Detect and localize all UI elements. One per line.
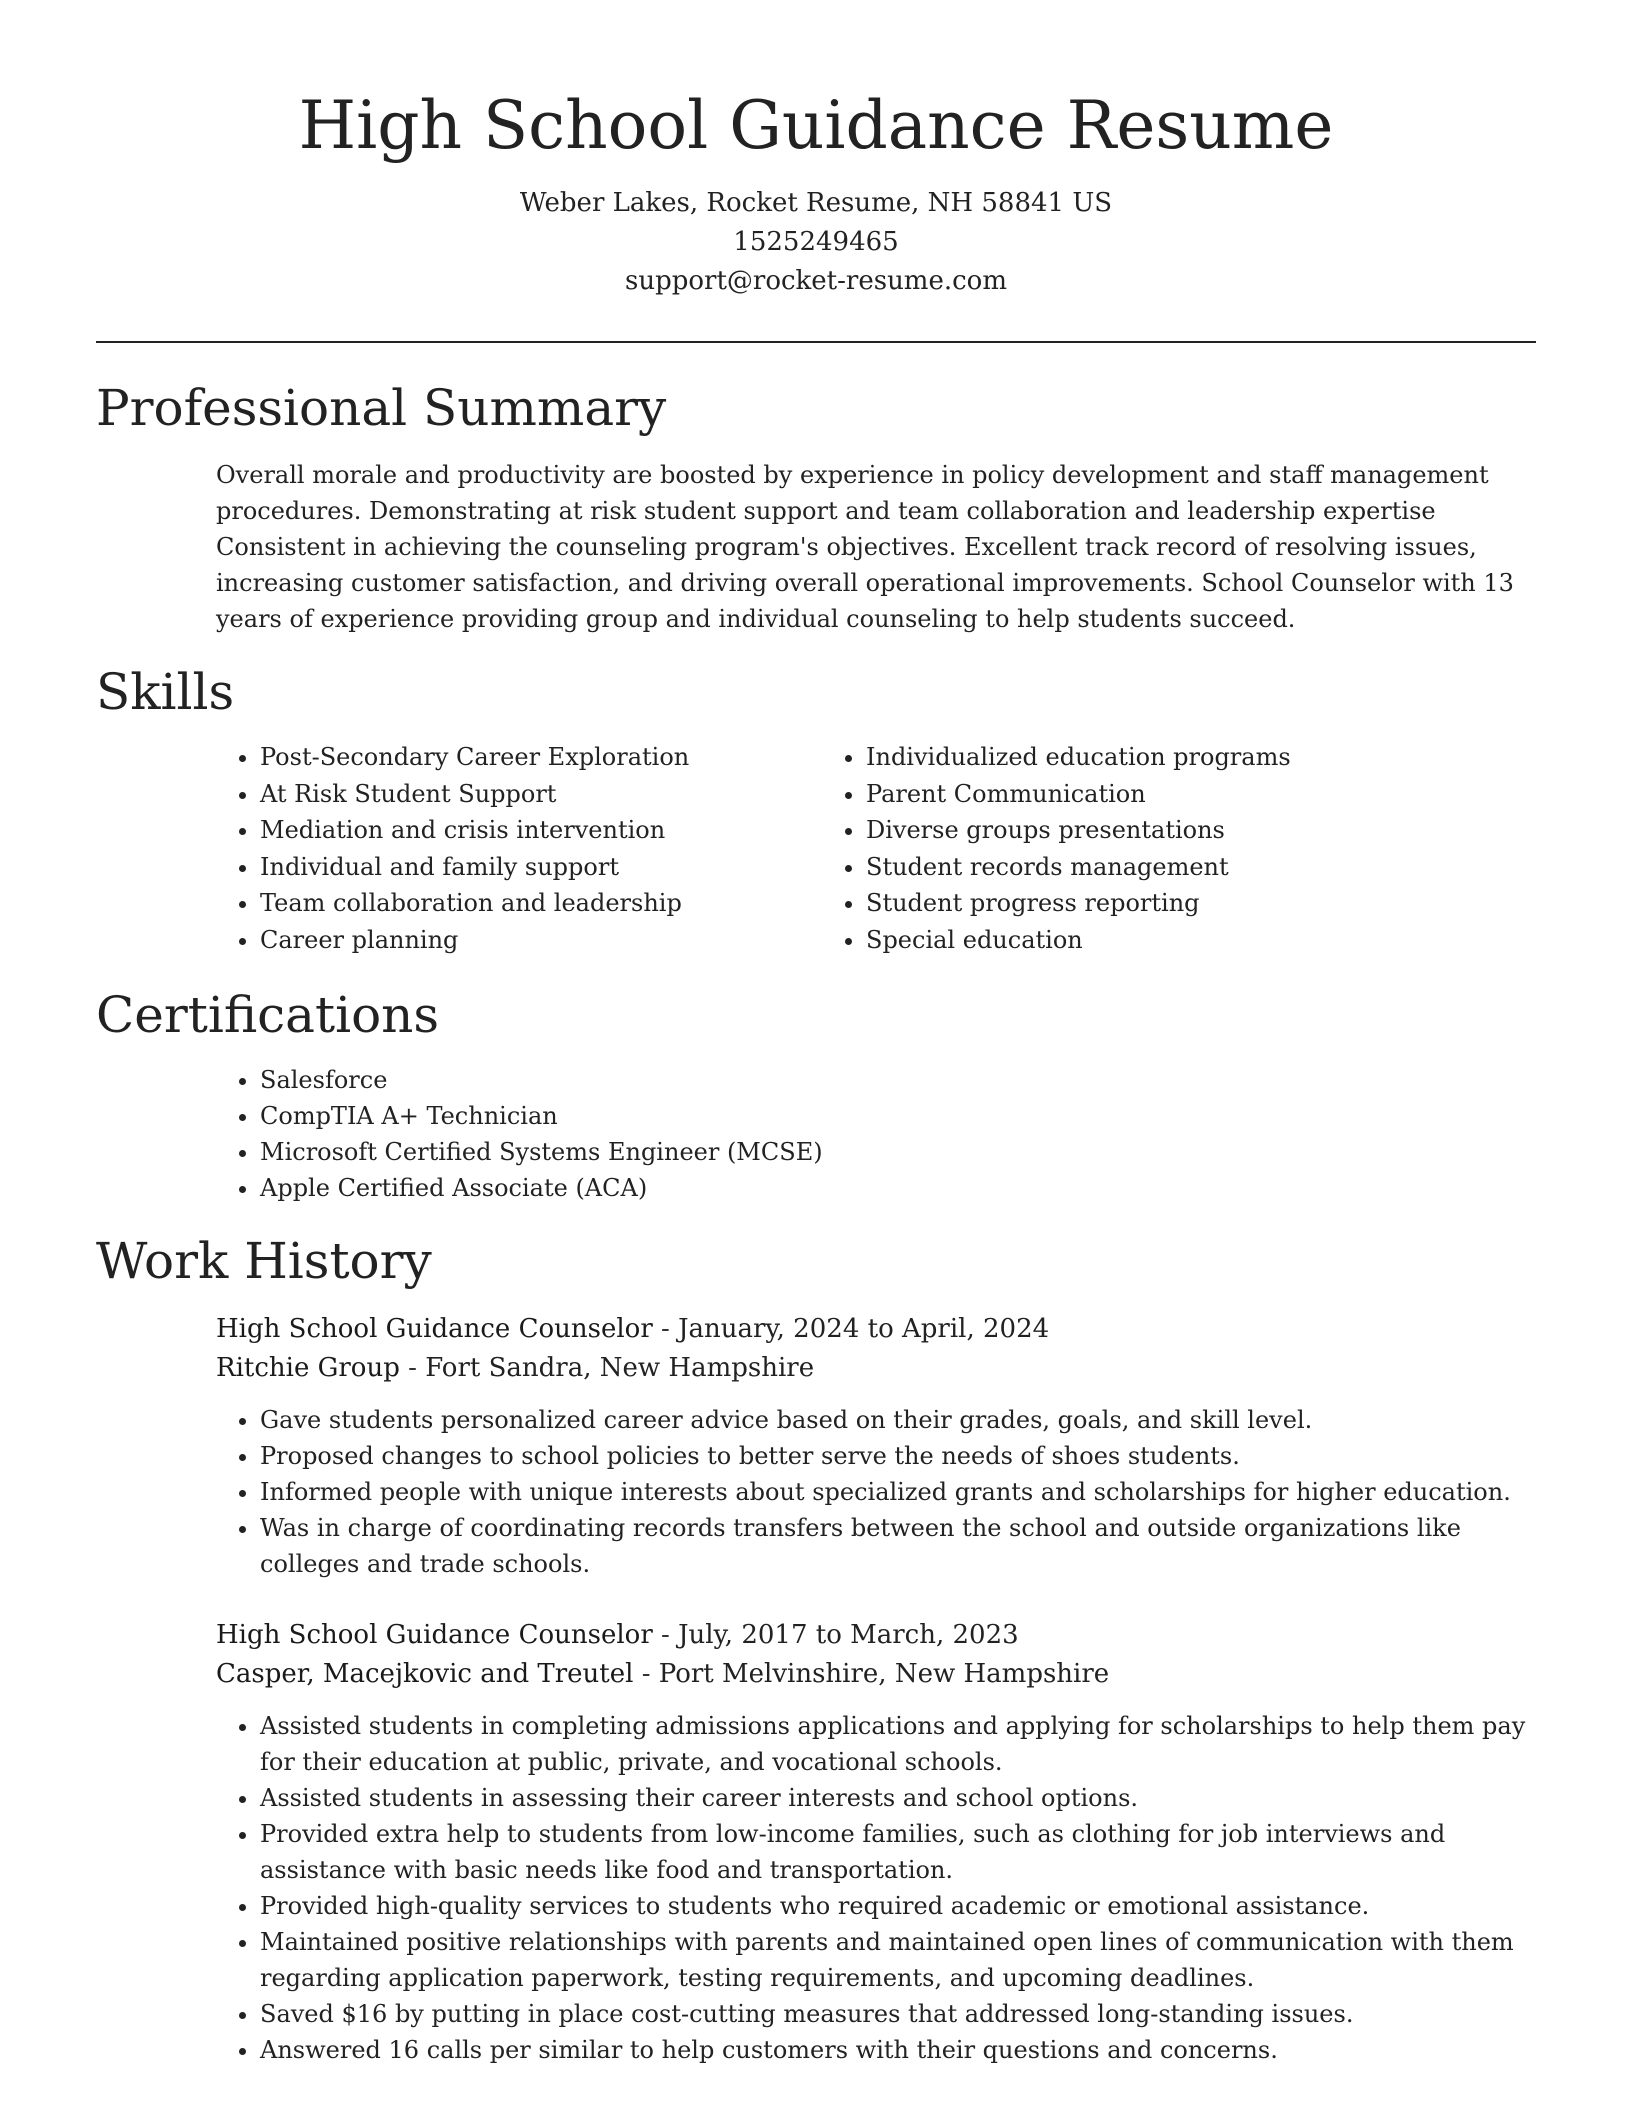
skill-item: • Career planning (260, 922, 822, 959)
job-company: Casper, Macejkovic and Treutel (216, 1659, 634, 1689)
skill-item: • Post-Secondary Career Exploration (260, 739, 822, 776)
job-title-line (216, 1310, 1536, 1349)
job-duty: • Maintained positive relationships with parents and maintained open lines of communication with them regarding application paperwork, testing requirements, and upcoming deadlines. (260, 1924, 1536, 1996)
job-duty: • Was in charge of coordinating records transfers between the school and outside organizations like colleges and trade schools. (260, 1510, 1536, 1582)
job-company-line (216, 1349, 1536, 1388)
skill-item: • Diverse groups presentations (866, 812, 1536, 849)
job-duties-list (216, 1708, 1536, 2068)
job-duty: • Provided extra help to students from low-income families, such as clothing for job interviews and assistance with basic needs like food and transportation. (260, 1816, 1536, 1888)
job-duty: • Provided high-quality services to students who required academic or emotional assistance. (260, 1888, 1536, 1924)
job-entry (216, 1616, 1536, 2068)
resume-title: High School Guidance Resume (298, 87, 1334, 164)
section-title-work-history: Work History (96, 1232, 432, 1290)
skill-item: • Special education (866, 922, 1536, 959)
skill-item: • Student records management (866, 849, 1536, 886)
job-duty: • Assisted students in completing admissions applications and applying for scholarships to help them pay for their education at public, private, and vocational schools. (260, 1708, 1536, 1780)
certifications-list (216, 1062, 1536, 1206)
header-divider (96, 341, 1536, 343)
job-company-line (216, 1655, 1536, 1694)
skill-item: • Mediation and crisis intervention (260, 812, 822, 849)
section-title-summary: Professional Summary (96, 379, 667, 437)
summary-text: Overall morale and productivity are boosted by experience in policy development and staff management procedures. Demonstrating at risk student support and team collaboration and leadership expertise Consistent in achieving the counseling program's objectives. Excellent track record of resolving issues, increasing customer satisfaction, and driving overall operational improvements. School Counselor with 13 years of experience providing group and individual counseling to help students succeed. (216, 461, 1514, 633)
email-address: support@rocket-resume.com (624, 266, 1007, 296)
job-title-line (216, 1616, 1536, 1655)
separator: - (652, 1620, 679, 1650)
skill-item: • At Risk Student Support (260, 776, 822, 813)
job-duty: • Assisted students in assessing their career interests and school options. (260, 1780, 1536, 1816)
separator: - (652, 1314, 679, 1344)
job-location: Port Melvinshire, New Hampshire (658, 1659, 1110, 1689)
certification-item: • CompTIA A+ Technician (260, 1098, 1536, 1134)
phone-number: 1525249465 (733, 227, 899, 257)
job-duty: • Informed people with unique interests about specialized grants and scholarships for higher education. (260, 1474, 1536, 1510)
certification-item: • Salesforce (260, 1062, 1536, 1098)
job-duty: • Saved $16 by putting in place cost-cutting measures that addressed long-standing issues. (260, 1996, 1536, 2032)
certifications-section (96, 984, 1536, 1206)
skills-section (96, 661, 1536, 958)
skills-column-right (822, 739, 1536, 958)
skill-item: • Individualized education programs (866, 739, 1536, 776)
job-duty: • Answered 16 calls per similar to help customers with their questions and concerns. (260, 2032, 1536, 2068)
separator: - (633, 1659, 659, 1689)
professional-summary-section (96, 377, 1536, 637)
skill-item: • Student progress reporting (866, 885, 1536, 922)
skill-item: • Parent Communication (866, 776, 1536, 813)
section-title-certifications: Certifications (96, 986, 440, 1044)
job-duties-list (216, 1402, 1536, 1582)
skills-column-left (216, 739, 822, 958)
job-duty: • Proposed changes to school policies to better serve the needs of shoes students. (260, 1438, 1536, 1474)
certification-item: • Microsoft Certified Systems Engineer (MCSE) (260, 1134, 1536, 1170)
skill-item: • Individual and family support (260, 849, 822, 886)
separator: - (399, 1353, 426, 1383)
job-entry (216, 1310, 1536, 1582)
job-location: Fort Sandra, New Hampshire (425, 1353, 815, 1383)
address: Weber Lakes, Rocket Resume, NH 58841 US (519, 188, 1113, 218)
resume-header (96, 0, 1536, 301)
certification-item: • Apple Certified Associate (ACA) (260, 1170, 1536, 1206)
job-dates: January, 2024 to April, 2024 (678, 1314, 1050, 1344)
skill-item: • Team collaboration and leadership (260, 885, 822, 922)
job-title: High School Guidance Counselor (216, 1314, 653, 1344)
job-company: Ritchie Group (216, 1353, 400, 1383)
section-title-skills: Skills (96, 663, 235, 721)
work-history-section (96, 1230, 1536, 2068)
job-title: High School Guidance Counselor (216, 1620, 653, 1650)
skills-grid (216, 739, 1536, 958)
job-dates: July, 2017 to March, 2023 (678, 1620, 1019, 1650)
job-duty: • Gave students personalized career advice based on their grades, goals, and skill level. (260, 1402, 1536, 1438)
